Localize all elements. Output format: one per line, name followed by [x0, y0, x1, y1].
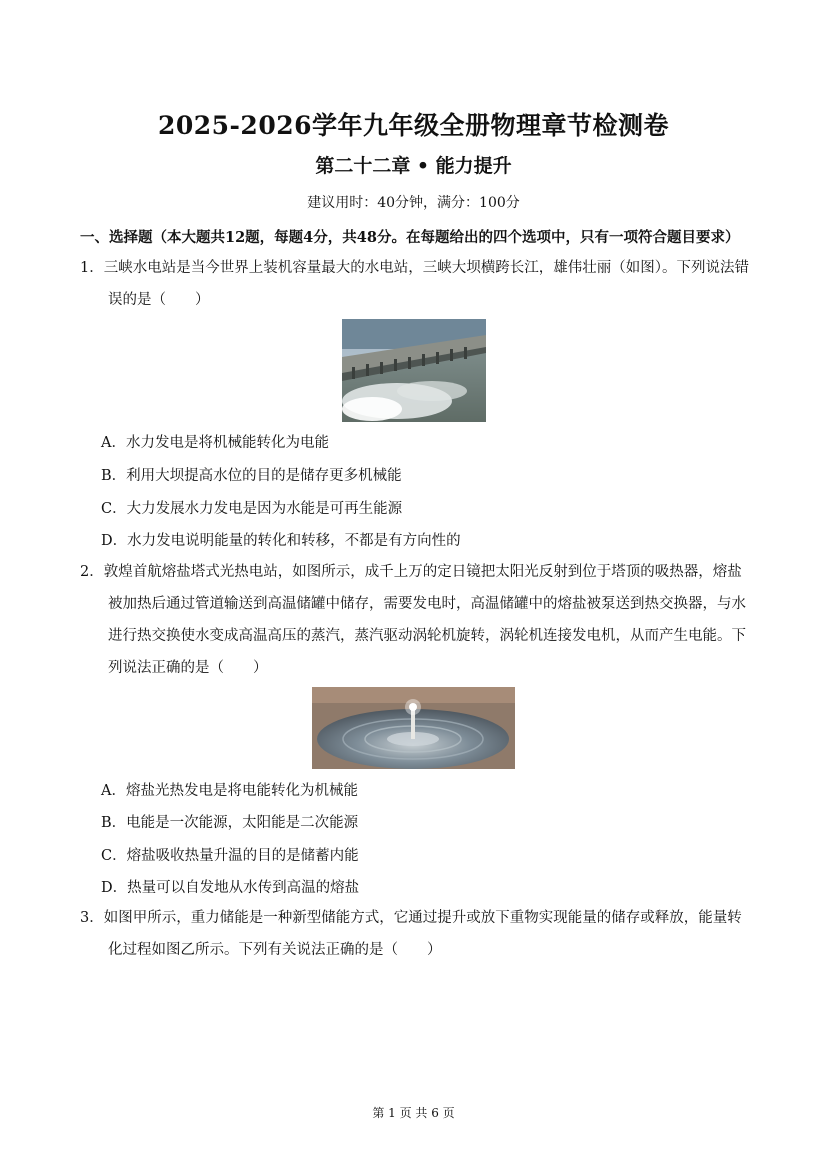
question-1-option-b: B．利用大坝提高水位的目的是储存更多机械能 [101, 468, 402, 484]
question-1 [80, 252, 749, 316]
question-2-line-1: 2．敦煌首航熔盐塔式光热电站，如图所示，成千上万的定日镜把太阳光反射到位于塔顶的吸热器，熔盐 [80, 564, 742, 580]
solar-tower-photo [312, 687, 515, 769]
question-2-option-c: C．熔盐吸收热量升温的目的是储蓄内能 [101, 848, 359, 864]
question-2 [80, 556, 746, 684]
question-2-option-a: A．熔盐光热发电是将电能转化为机械能 [101, 783, 358, 799]
page-footer: 第 1 页 共 6 页 [372, 1106, 455, 1120]
question-1-option-c: C．大力发展水力发电是因为水能是可再生能源 [101, 501, 403, 517]
question-2-line-4: 列说法正确的是（ ） [108, 660, 268, 676]
question-3-line-2: 化过程如图乙所示。下列有关说法正确的是（ ） [108, 942, 442, 958]
question-1-line-2: 误的是（ ） [108, 292, 210, 308]
three-gorges-dam-photo [342, 319, 486, 422]
question-2-line-3: 进行热交换使水变成高温高压的蒸汽，蒸汽驱动涡轮机旋转，涡轮机连接发电机，从而产生电能。下 [108, 628, 746, 644]
question-2-option-b: B．电能是一次能源，太阳能是二次能源 [101, 815, 359, 831]
question-3-line-1: 3．如图甲所示，重力储能是一种新型储能方式，它通过提升或放下重物实现能量的储存或释放，能量转 [80, 910, 742, 926]
question-1-option-a: A．水力发电是将机械能转化为电能 [101, 435, 329, 451]
section-heading: 一、选择题（本大题共12题，每题4分，共48分。在每题给出的四个选项中，只有一项符合题目要求） [80, 229, 740, 246]
page-title: 2025-2026学年九年级全册物理章节检测卷 [157, 111, 670, 140]
question-2-line-2: 被加热后通过管道输送到高温储罐中储存，需要发电时，高温储罐中的熔盐被泵送到热交换器，与水 [108, 596, 746, 612]
chapter-subtitle: 第二十二章 • 能力提升 [315, 155, 512, 177]
question-1-option-d: D．水力发电说明能量的转化和转移，不都是有方向性的 [101, 533, 461, 549]
question-1-line-1: 1．三峡水电站是当今世界上装机容量最大的水电站，三峡大坝横跨长江，雄伟壮丽（如图）。下列说法错 [80, 260, 749, 276]
exam-info: 建议用时：40分钟，满分：100分 [307, 195, 520, 211]
question-2-option-d: D．热量可以自发地从水传到高温的熔盐 [101, 880, 360, 896]
question-3 [80, 902, 742, 966]
